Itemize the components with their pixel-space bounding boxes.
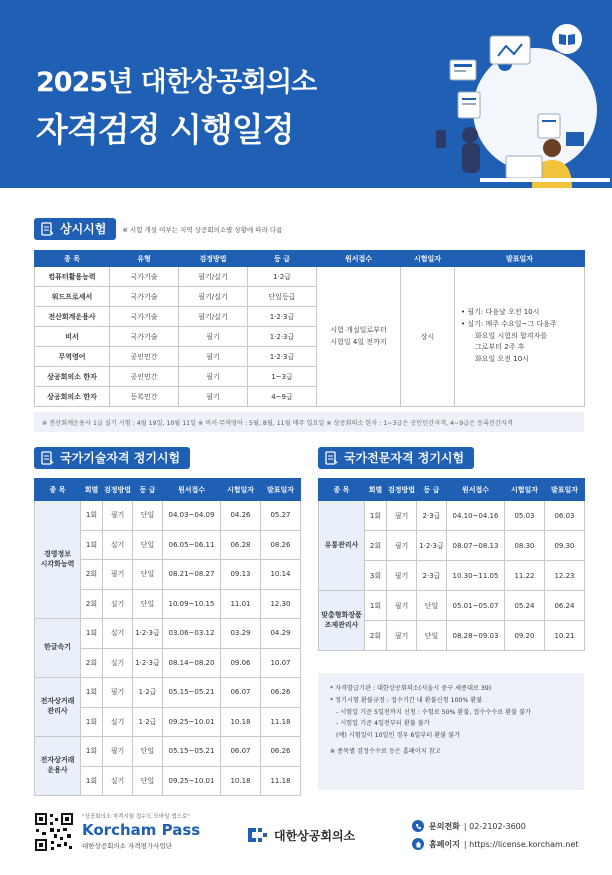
table-cell: 1회 [81, 707, 103, 737]
col-header: 회별 [81, 479, 103, 501]
table-cell: 2·3급 [417, 561, 447, 591]
table-cell: 필기 [179, 327, 248, 347]
col-header: 종 목 [319, 479, 365, 501]
table-cell: 05.15~05.21 [163, 678, 221, 708]
national-tech-table [34, 478, 301, 796]
table-cell: 10.18 [221, 766, 261, 796]
info-line: * 자격발급기관 : 대한상공회의소(서울시 중구 세종대로 39) [330, 685, 492, 692]
table-cell: 12.30 [261, 589, 301, 619]
col-header: 등 급 [133, 479, 163, 501]
table-cell: 필기 [103, 678, 133, 708]
document-icon [41, 451, 54, 465]
table-cell: 단일등급 [248, 287, 317, 307]
col-header: 검정방법 [103, 479, 133, 501]
table-cell: 1~3급 [248, 367, 317, 387]
col-header: 종 목 [35, 251, 110, 267]
table-cell: 실기 [103, 707, 133, 737]
table-cell: 04.26 [221, 501, 261, 531]
table-cell: 1회 [81, 619, 103, 649]
table-cell: 10.07 [261, 648, 301, 678]
kcci-logo [246, 826, 355, 844]
section-tag-national-prof-label: 국가전문자격 정기시험 [344, 451, 465, 465]
table-row [35, 501, 301, 531]
info-notes [318, 673, 584, 790]
table-cell: 2·3급 [417, 501, 447, 531]
korcham-pass-logo: Korcham Pass [82, 821, 201, 839]
section-tag-national-prof [318, 447, 474, 469]
announce-line: 화요일 시험의 합격자를 [475, 331, 548, 340]
header-banner [0, 0, 612, 188]
table-cell: 1·2·3급 [417, 531, 447, 561]
table-cell: 1·2·3급 [133, 648, 163, 678]
col-header: 검정방법 [179, 251, 248, 267]
col-header: 시험일자 [401, 251, 455, 267]
col-header: 유형 [110, 251, 179, 267]
table-cell: 1회 [81, 766, 103, 796]
section-national-prof [318, 447, 474, 469]
info-line: - 시험일 기준 4일전부터 환불 불가 [336, 720, 430, 728]
table-cell: 08.30 [505, 531, 545, 561]
info-line: * 정기시험 환불규정 : 접수기간 내 환불신청 100% 환불 [330, 696, 483, 704]
phone-icon [412, 820, 424, 832]
table-cell: 1·2·3급 [248, 307, 317, 327]
col-header: 원서접수 [317, 251, 401, 267]
col-header: 원서접수 [163, 479, 221, 501]
phone-number[interactable]: | 02-2102-3600 [463, 821, 526, 831]
section-national-tech [34, 447, 190, 469]
contact-web [412, 838, 579, 850]
regular-exam-table [34, 250, 585, 407]
table-cell: 실기 [103, 766, 133, 796]
info-line: - 시험일 기준 5일전까지 신청 : 수험료 50% 환불, 접수수수료 환불 불가 [336, 708, 532, 716]
table-cell: 1·2·3급 [248, 327, 317, 347]
table-cell: 10.09~10.15 [163, 589, 221, 619]
table-cell: 3회 [365, 561, 387, 591]
table-cell: 04.29 [261, 619, 301, 649]
illustration-people-icon [420, 30, 610, 188]
apply-period-cell [317, 267, 401, 407]
table-cell: 국가기술 [110, 307, 179, 327]
table-cell: 필기 [387, 501, 417, 531]
table-cell: 필기/실기 [179, 307, 248, 327]
kcci-emblem-icon [246, 826, 268, 844]
info-line: (예) 시험일이 10일인 경우 6일부터 환불 불가 [336, 732, 461, 740]
table-cell: 05.24 [505, 591, 545, 621]
table-cell: 06.05~06.11 [163, 530, 221, 560]
table-cell: 09.30 [545, 531, 585, 561]
table-cell: 06.26 [261, 737, 301, 767]
table-cell: 04.03~04.09 [163, 501, 221, 531]
table-cell: 필기 [103, 501, 133, 531]
col-header: 시험일자 [221, 479, 261, 501]
table-row [35, 267, 585, 287]
col-header: 시험일자 [505, 479, 545, 501]
table-row [319, 591, 585, 621]
table-cell: 10.21 [545, 621, 585, 651]
table-cell: 4~9급 [248, 387, 317, 407]
table-row [35, 678, 301, 708]
table-cell: 실기 [103, 589, 133, 619]
table-cell: 09.06 [221, 648, 261, 678]
col-header: 발표일자 [261, 479, 301, 501]
table-cell: 공인민간 [110, 367, 179, 387]
col-header: 등 급 [417, 479, 447, 501]
table-cell: 1회 [365, 501, 387, 531]
table-cell: 단일 [133, 501, 163, 531]
table-cell: 12.23 [545, 561, 585, 591]
table-cell: 필기 [179, 347, 248, 367]
table-cell: 1회 [81, 530, 103, 560]
table-cell: 06.26 [261, 678, 301, 708]
table-cell: 08.14~08.20 [163, 648, 221, 678]
regular-note: ※ 시험 개설 여부는 지역 상공회의소별 상황에 따라 다름 [122, 225, 283, 234]
table-cell: 국가기술 [110, 267, 179, 287]
section-regular [34, 218, 283, 240]
regular-footnote: ※ 전산회계운용사 1급 실기 시험 : 4월 19일, 10월 11일 ※ 비서·무역영어 : 5월, 8월, 11월 매주 일요일 ※ 상공회의소 한자 : 1~3급은 공인민간자격, 4~9급은 등록민간자격 [34, 412, 584, 432]
table-cell: 단일 [417, 591, 447, 621]
col-header: 발표일자 [455, 251, 585, 267]
info-line: ※ 종목별 검정수수료 등은 홈페이지 참고 [330, 747, 441, 755]
table-cell: 필기 [179, 367, 248, 387]
table-cell: 04.10~04.16 [447, 501, 505, 531]
table-cell: 09.25~10.01 [163, 707, 221, 737]
table-cell: 05.15~05.21 [163, 737, 221, 767]
table-cell: 05.01~05.07 [447, 591, 505, 621]
group-name-cell: 맞춤형화장품 조제관리사 [319, 591, 365, 651]
table-cell: 08.07~08.13 [447, 531, 505, 561]
table-cell: 1·2급 [248, 267, 317, 287]
table-cell: 단일 [133, 560, 163, 590]
exam-date-cell: 상시 [401, 267, 455, 407]
table-cell: 국가기술 [110, 327, 179, 347]
table-cell: 필기/실기 [179, 287, 248, 307]
table-cell: 필기 [387, 591, 417, 621]
table-cell: 2회 [81, 560, 103, 590]
web-url[interactable]: | https://license.korcham.net [463, 839, 579, 849]
table-cell: 1회 [81, 678, 103, 708]
table-cell: 비서 [35, 327, 110, 347]
section-tag-regular-label: 상시시험 [60, 222, 107, 236]
table-cell: 05.03 [505, 501, 545, 531]
col-header: 검정방법 [387, 479, 417, 501]
group-name-cell: 전자상거래 운용사 [35, 737, 81, 796]
col-header: 회별 [365, 479, 387, 501]
table-cell: 필기 [103, 560, 133, 590]
table-cell: 무역영어 [35, 347, 110, 367]
table-cell: 06.28 [221, 530, 261, 560]
table-cell: 06.07 [221, 737, 261, 767]
table-cell: 06.24 [545, 591, 585, 621]
announce-line: 화요일 오전 10시 [475, 355, 529, 364]
table-cell: 10.14 [261, 560, 301, 590]
table-cell: 필기 [179, 387, 248, 407]
table-cell: 공인민간 [110, 347, 179, 367]
table-cell: 1·2급 [133, 678, 163, 708]
table-cell: 컴퓨터활용능력 [35, 267, 110, 287]
table-cell: 1회 [81, 501, 103, 531]
table-cell: 09.25~10.01 [163, 766, 221, 796]
table-cell: 03.29 [221, 619, 261, 649]
table-cell: 05.27 [261, 501, 301, 531]
footer [0, 808, 612, 875]
table-cell: 08.21~08.27 [163, 560, 221, 590]
qr-code-icon[interactable] [34, 812, 74, 852]
phone-label: 문의전화 [429, 821, 460, 831]
page-title-line1: 2025년 대한상공회의소 [36, 67, 317, 98]
table-cell: 1회 [365, 591, 387, 621]
announce-line: • 필기: 다음날 오전 10시 [461, 307, 540, 316]
table-cell: 08.26 [261, 530, 301, 560]
contact-phone [412, 820, 526, 832]
group-name-cell: 경영정보 시각화능력 [35, 501, 81, 619]
section-tag-national-tech [34, 447, 190, 469]
table-cell: 필기 [387, 621, 417, 651]
table-cell: 2회 [81, 648, 103, 678]
document-icon [325, 451, 338, 465]
table-cell: 워드프로세서 [35, 287, 110, 307]
table-cell: 단일 [133, 737, 163, 767]
table-cell: 11.22 [505, 561, 545, 591]
kcci-name: 대한상공회의소 [274, 828, 356, 843]
table-cell: 단일 [133, 766, 163, 796]
table-cell: 03.06~03.12 [163, 619, 221, 649]
table-cell: 단일 [417, 621, 447, 651]
table-cell: 2회 [365, 531, 387, 561]
table-cell: 1·2급 [133, 707, 163, 737]
group-name-cell: 전자상거래 관리사 [35, 678, 81, 737]
table-cell: 09.20 [505, 621, 545, 651]
table-cell: 10.30~11.05 [447, 561, 505, 591]
table-cell: 실기 [103, 619, 133, 649]
table-cell: 국가기술 [110, 287, 179, 307]
section-tag-regular [34, 218, 116, 240]
table-cell: 11.01 [221, 589, 261, 619]
table-cell: 11.18 [261, 766, 301, 796]
announce-line: • 실기: 매주 수요일~그 다음주 [461, 319, 557, 328]
table-cell: 필기 [387, 531, 417, 561]
announce-cell [455, 267, 585, 407]
table-cell: 06.03 [545, 501, 585, 531]
table-row [35, 737, 301, 767]
table-cell: 10.18 [221, 707, 261, 737]
col-header: 원서접수 [447, 479, 505, 501]
apply-line: 시험 개설일로부터 [330, 325, 387, 334]
group-name-cell: 유통관리사 [319, 501, 365, 591]
col-header: 등 급 [248, 251, 317, 267]
col-header: 발표일자 [545, 479, 585, 501]
table-cell: 08.28~09.03 [447, 621, 505, 651]
document-icon [41, 222, 54, 236]
korcham-pass-subtitle: 대한상공회의소 자격평가사업단 [82, 842, 172, 850]
table-cell: 1회 [81, 737, 103, 767]
table-cell: 등록민간 [110, 387, 179, 407]
table-cell: 필기 [103, 737, 133, 767]
table-cell: 상공회의소 한자 [35, 387, 110, 407]
table-cell: 11.18 [261, 707, 301, 737]
korcham-pass-tagline: "상공회의소 자격시험 접수도 모바일 앱으로" [82, 814, 190, 820]
table-cell: 실기 [103, 530, 133, 560]
table-cell: 09.13 [221, 560, 261, 590]
table-cell: 단일 [133, 530, 163, 560]
section-tag-national-tech-label: 국가기술자격 정기시험 [60, 451, 181, 465]
table-cell: 전산회계운용사 [35, 307, 110, 327]
table-row [319, 501, 585, 531]
national-prof-table [318, 478, 585, 651]
table-cell: 2회 [81, 589, 103, 619]
table-cell: 필기/실기 [179, 267, 248, 287]
home-icon [412, 838, 424, 850]
table-cell: 실기 [103, 648, 133, 678]
web-label: 홈페이지 [429, 839, 460, 849]
col-header: 종 목 [35, 479, 81, 501]
apply-line: 시험일 4일 전까지 [330, 337, 387, 346]
table-cell: 상공회의소 한자 [35, 367, 110, 387]
table-cell: 1·2·3급 [248, 347, 317, 367]
table-cell: 단일 [133, 589, 163, 619]
announce-line: 그로부터 2주 후 [475, 343, 525, 352]
table-cell: 2회 [365, 621, 387, 651]
table-row [35, 619, 301, 649]
group-name-cell: 한글속기 [35, 619, 81, 678]
table-cell: 필기 [387, 561, 417, 591]
page-title-line2: 자격검정 시행일정 [36, 110, 294, 149]
table-cell: 06.07 [221, 678, 261, 708]
table-cell: 1·2·3급 [133, 619, 163, 649]
